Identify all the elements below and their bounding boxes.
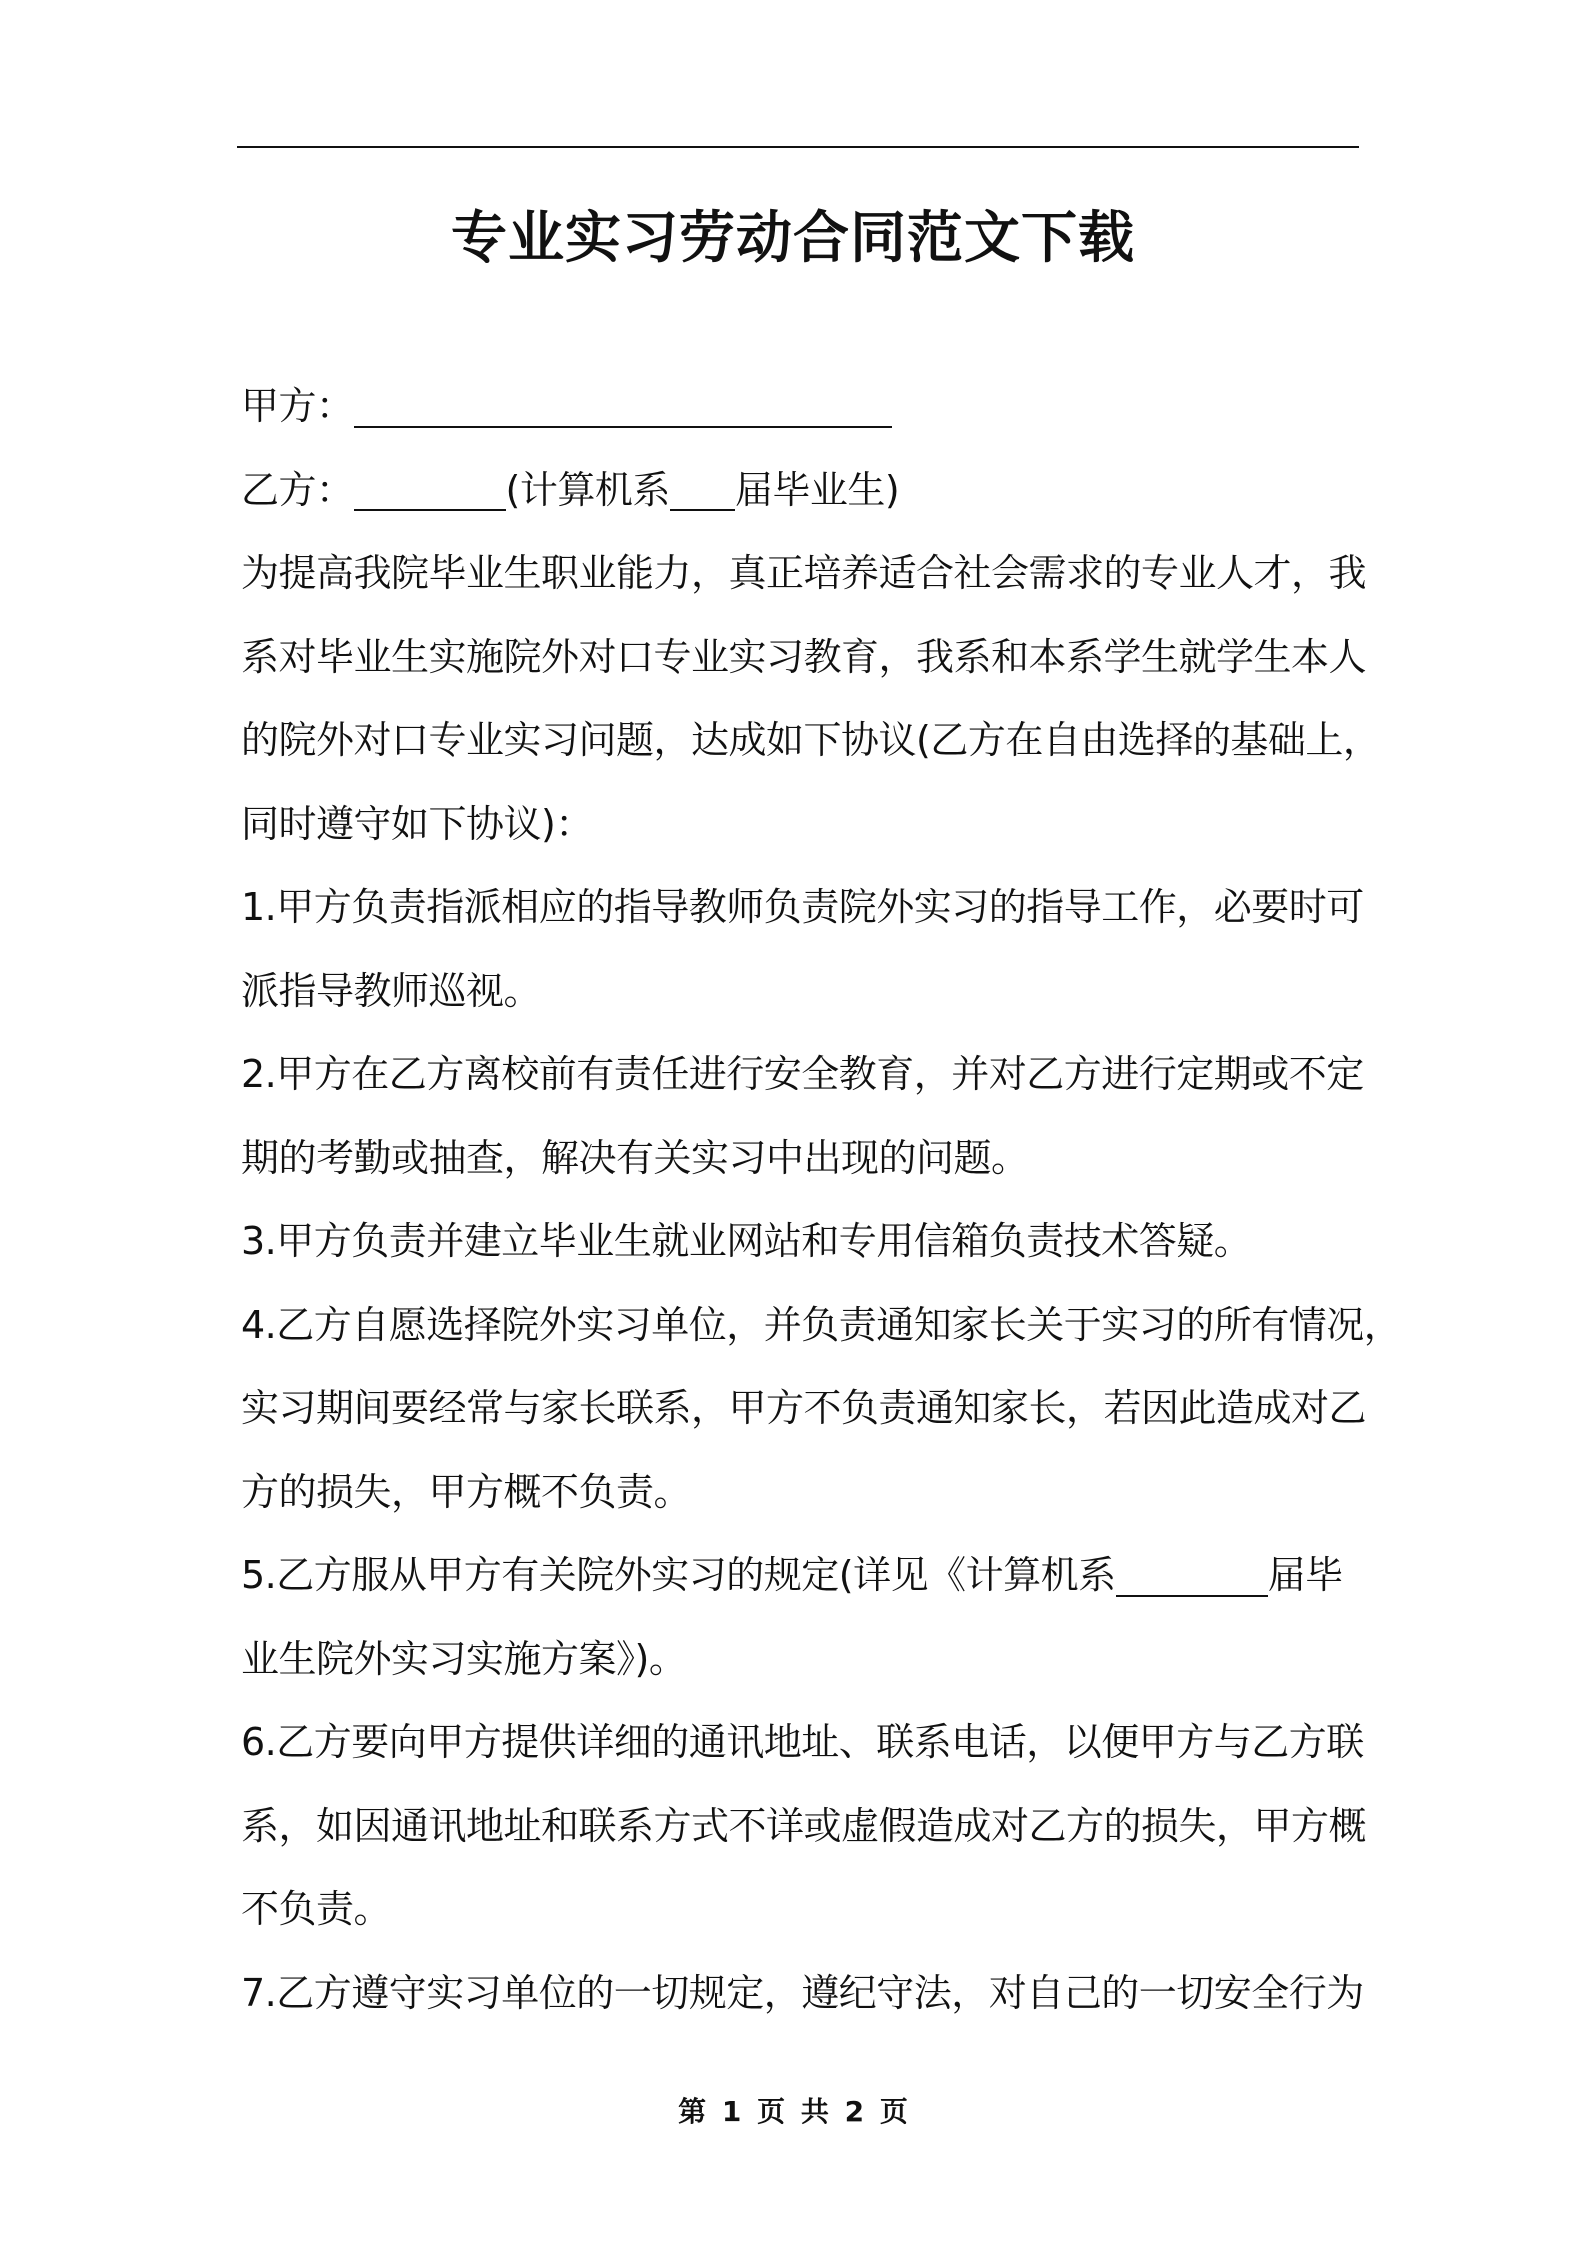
body-line: 实习期间要经常与家长联系，甲方不负责通知家长，若因此造成对乙 <box>241 1386 1367 1430</box>
body-line: 3.甲方负责并建立毕业生就业网站和专用信箱负责技术答疑。 <box>241 1219 1252 1263</box>
dept-year-blank <box>1116 1549 1268 1597</box>
party-b-line <box>241 449 1401 533</box>
body-line: 7.乙方遵守实习单位的一切规定，遵纪守法，对自己的一切安全行为 <box>241 1970 1364 2015</box>
body-line: 2.甲方在乙方离校前有责任进行安全教育，并对乙方进行定期或不定 <box>241 1052 1364 1096</box>
party-b-suffix-1: (计算机系 <box>505 467 670 512</box>
party-a-line <box>241 365 1401 449</box>
party-a-label: 甲方： <box>241 384 354 428</box>
document-body <box>241 365 1401 2035</box>
item5-text: 5.乙方服从甲方有关院外实习的规定(详见《计算机系 <box>241 1553 1116 1597</box>
body-line: 的院外对口专业实习问题，达成如下协议(乙方在自由选择的基础上， <box>241 718 1381 762</box>
body-line: 系对毕业生实施院外对口专业实习教育，我系和本系学生就学生本人 <box>241 634 1367 679</box>
graduation-year-blank <box>670 463 735 511</box>
body-line: 业生院外实习实施方案》)。 <box>241 1636 687 1681</box>
body-line: 期的考勤或抽查，解决有关实习中出现的问题。 <box>241 1135 1029 1180</box>
body-line: 为提高我院毕业生职业能力，真正培养适合社会需求的专业人才，我 <box>241 551 1367 595</box>
party-b-suffix-2: 届毕业生) <box>734 467 900 512</box>
party-b-blank <box>354 463 506 511</box>
item5-text-end: 届毕 <box>1267 1553 1343 1597</box>
body-line: 不负责。 <box>241 1887 392 1931</box>
page-indicator: 第 1 页 共 2 页 <box>678 2095 908 2128</box>
item5-line <box>241 1534 1401 1618</box>
body-line: 4.乙方自愿选择院外实习单位，并负责通知家长关于实习的所有情况， <box>241 1302 1402 1347</box>
document-title: 专业实习劳动合同范文下载 <box>451 206 1135 271</box>
party-b-label: 乙方： <box>241 467 354 512</box>
body-line: 6.乙方要向甲方提供详细的通讯地址、联系电话，以便甲方与乙方联 <box>241 1720 1364 1764</box>
body-line: 同时遵守如下协议)： <box>241 801 593 846</box>
body-line: 派指导教师巡视。 <box>241 968 542 1013</box>
body-line: 系，如因通讯地址和联系方式不详或虚假造成对乙方的损失，甲方概 <box>241 1803 1367 1848</box>
header-rule <box>237 146 1359 148</box>
body-line: 1.甲方负责指派相应的指导教师负责院外实习的指导工作，必要时可 <box>241 885 1364 929</box>
party-a-blank <box>354 380 892 428</box>
body-line: 方的损失，甲方概不负责。 <box>241 1469 692 1514</box>
